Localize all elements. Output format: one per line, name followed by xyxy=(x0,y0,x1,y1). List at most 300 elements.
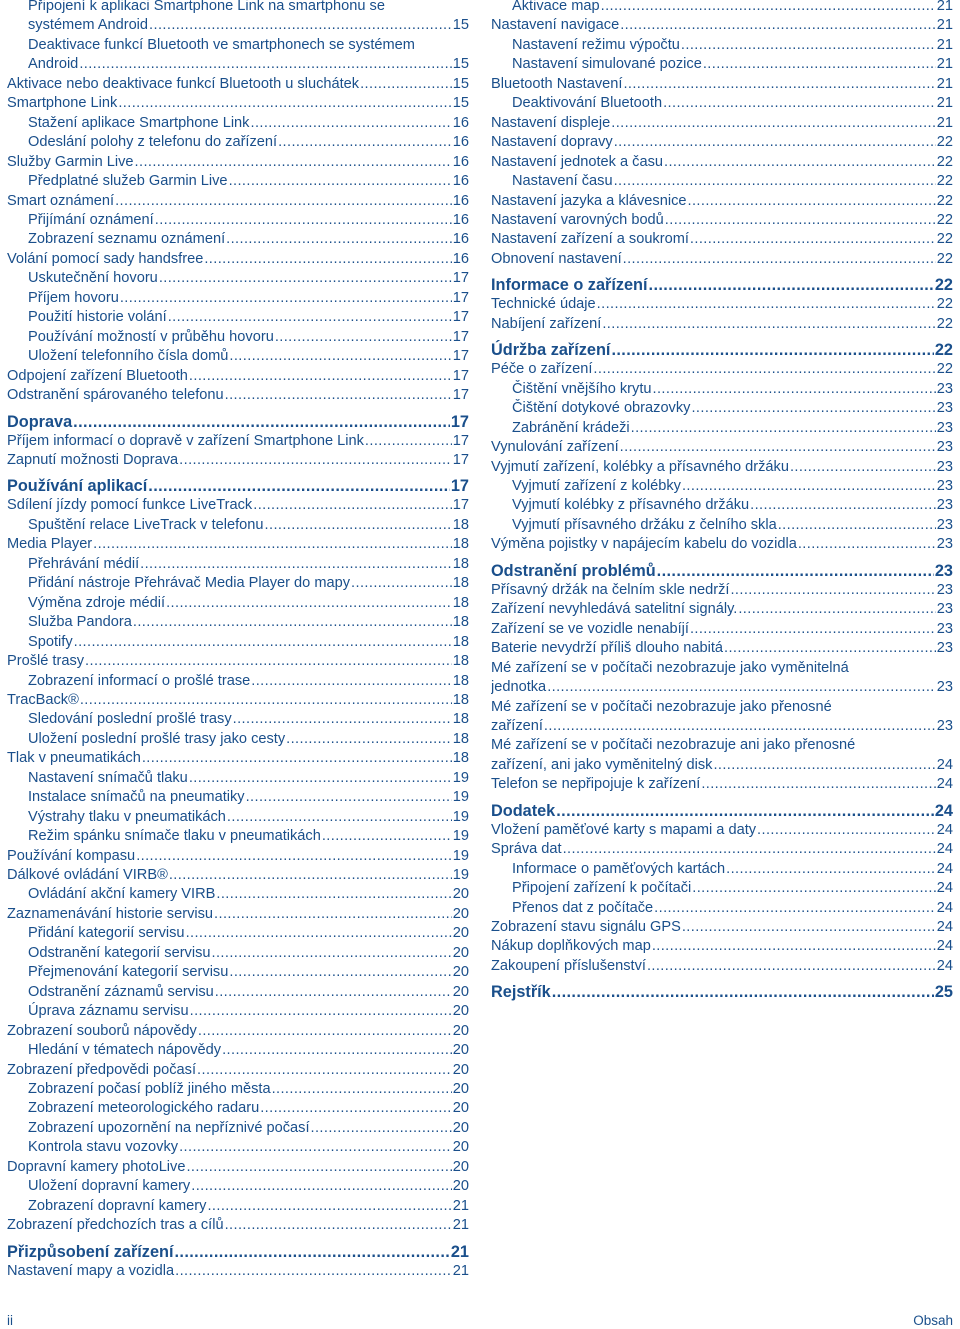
toc-entry[interactable] xyxy=(491,75,953,94)
toc-entry[interactable] xyxy=(7,535,469,554)
toc-subentry[interactable] xyxy=(7,983,469,1002)
toc-leader-dots xyxy=(649,275,934,295)
toc-page-number: 16 xyxy=(452,134,469,151)
toc-entry-title: Používání možností v průběhu hovoru xyxy=(28,328,274,345)
toc-leader-dots xyxy=(563,840,936,859)
toc-leader-dots xyxy=(750,496,936,515)
toc-entry[interactable] xyxy=(7,432,469,451)
toc-leader-dots xyxy=(85,652,452,671)
toc-subentry[interactable] xyxy=(7,289,469,308)
toc-page-number: 16 xyxy=(452,153,469,170)
toc-heading[interactable] xyxy=(491,982,953,1002)
toc-subentry[interactable] xyxy=(7,1080,469,1099)
toc-entry-title: Telefon se nepřipojuje k zařízení xyxy=(491,776,701,793)
toc-entry[interactable] xyxy=(7,652,469,671)
toc-heading[interactable] xyxy=(491,801,953,821)
toc-entry[interactable] xyxy=(7,905,469,924)
toc-entry-title: TracBack® xyxy=(7,691,79,708)
toc-entry-title: Nastavení varovných bodů xyxy=(491,211,664,228)
toc-subentry[interactable] xyxy=(7,36,469,75)
toc-entry[interactable] xyxy=(491,736,953,775)
toc-subentry[interactable] xyxy=(491,380,953,399)
toc-page-number: 18 xyxy=(452,672,469,689)
toc-entry[interactable] xyxy=(491,16,953,35)
toc-entry-title: Aktivace map xyxy=(512,0,600,14)
toc-entry[interactable] xyxy=(491,957,953,976)
toc-entry-title: Přidání kategorií servisu xyxy=(28,925,185,942)
toc-heading[interactable] xyxy=(7,1242,469,1262)
toc-entry-title: Nastavení času xyxy=(512,173,613,190)
toc-heading[interactable] xyxy=(491,275,953,295)
toc-page-number: 17 xyxy=(452,497,469,514)
toc-entry[interactable] xyxy=(7,1158,469,1177)
toc-leader-dots xyxy=(140,555,452,574)
toc-entry-title: Zobrazení předchozích tras a cílů xyxy=(7,1217,224,1234)
toc-leader-dots xyxy=(179,451,452,470)
toc-leader-dots xyxy=(611,114,936,133)
toc-subentry[interactable] xyxy=(7,1002,469,1021)
toc-entry-title: Mé zařízení se v počítači nezobrazuje ani jako přenosné xyxy=(491,737,856,754)
toc-leader-dots xyxy=(360,75,452,94)
toc-page-number: 24 xyxy=(936,756,953,773)
toc-subentry[interactable] xyxy=(491,419,953,438)
toc-entry-title: Obnovení nastavení xyxy=(491,250,622,267)
toc-entry-title: Volání pomocí sady handsfree xyxy=(7,250,204,267)
toc-leader-dots xyxy=(115,192,452,211)
toc-entry-title: Mé zařízení se v počítači nezobrazuje jako vyměnitelná xyxy=(491,659,849,676)
toc-entry[interactable] xyxy=(7,1061,469,1080)
toc-page-number: 19 xyxy=(452,828,469,845)
toc-leader-dots xyxy=(186,924,452,943)
toc-entry[interactable] xyxy=(491,775,953,794)
toc-page-number: 23 xyxy=(936,439,953,456)
toc-entry-title: Přejmenování kategorií servisu xyxy=(28,964,229,981)
toc-page-number: 21 xyxy=(936,114,953,131)
toc-entry[interactable] xyxy=(491,230,953,249)
toc-entry-title: Služby Garmin Live xyxy=(7,153,134,170)
toc-entry-title: Nastavení zařízení a soukromí xyxy=(491,231,689,248)
toc-leader-dots xyxy=(148,476,450,496)
toc-page-number: 18 xyxy=(452,691,469,708)
toc-leader-dots xyxy=(691,399,935,418)
toc-entry[interactable] xyxy=(491,153,953,172)
toc-subentry[interactable] xyxy=(7,788,469,807)
toc-entry-title: Nákup doplňkových map xyxy=(491,938,651,955)
toc-entry[interactable] xyxy=(7,451,469,470)
toc-page-number: 23 xyxy=(936,620,953,637)
toc-leader-dots xyxy=(682,477,936,496)
toc-entry[interactable] xyxy=(7,1262,469,1281)
toc-subentry[interactable] xyxy=(7,230,469,249)
toc-entry-title: Zobrazení informací o prošlé trase xyxy=(28,672,251,689)
toc-leader-dots xyxy=(757,821,936,840)
toc-page-number: 21 xyxy=(936,17,953,34)
toc-page-number: 18 xyxy=(452,516,469,533)
toc-entry[interactable] xyxy=(7,250,469,269)
toc-subentry[interactable] xyxy=(7,963,469,982)
toc-entry[interactable] xyxy=(491,821,953,840)
toc-subentry[interactable] xyxy=(491,879,953,898)
toc-subentry[interactable] xyxy=(7,308,469,327)
toc-page-number: 17 xyxy=(452,367,469,384)
toc-leader-dots xyxy=(681,36,936,55)
toc-page-number: 20 xyxy=(452,1042,469,1059)
toc-entry[interactable] xyxy=(491,535,953,554)
toc-page-number: 23 xyxy=(936,497,953,514)
toc-leader-dots xyxy=(207,1197,451,1216)
toc-subentry[interactable] xyxy=(7,172,469,191)
toc-entry-title: Dodatek xyxy=(491,801,556,820)
toc-page-number: 20 xyxy=(452,1081,469,1098)
toc-leader-dots xyxy=(73,412,450,432)
toc-leader-dots xyxy=(226,230,452,249)
toc-subentry[interactable] xyxy=(7,594,469,613)
toc-page-number: 17 xyxy=(452,432,469,449)
toc-page-number: 23 xyxy=(936,581,953,598)
toc-leader-dots xyxy=(222,1041,452,1060)
toc-entry-title: Výměna pojistky v napájecím kabelu do vozidla xyxy=(491,536,797,553)
toc-entry[interactable] xyxy=(7,847,469,866)
toc-leader-dots xyxy=(169,866,452,885)
toc-leader-dots xyxy=(142,749,452,768)
toc-leader-dots xyxy=(225,386,452,405)
toc-leader-dots xyxy=(730,581,935,600)
toc-entry-title: Čištění vnějšího krytu xyxy=(512,380,652,397)
toc-subentry[interactable] xyxy=(7,347,469,366)
toc-entry-title: Vyjmutí zařízení, kolébky a přísavného držáku xyxy=(491,458,789,475)
toc-entry-title: Správa dat xyxy=(491,841,562,858)
toc-page-number: 18 xyxy=(452,614,469,631)
toc-entry-title: Příjem hovoru xyxy=(28,289,119,306)
toc-page-number: 23 xyxy=(936,679,953,696)
toc-subentry[interactable] xyxy=(7,1197,469,1216)
toc-leader-dots xyxy=(197,1061,452,1080)
toc-entry[interactable] xyxy=(491,581,953,600)
toc-page-number: 22 xyxy=(936,361,953,378)
toc-leader-dots xyxy=(690,230,936,249)
toc-page-number: 20 xyxy=(452,1158,469,1175)
toc-entry[interactable] xyxy=(7,1216,469,1235)
toc-entry-title: Přizpůsobení zařízení xyxy=(7,1242,174,1261)
toc-entry[interactable] xyxy=(7,749,469,768)
toc-subentry[interactable] xyxy=(7,328,469,347)
toc-entry-title: Doprava xyxy=(7,412,73,431)
toc-subentry[interactable] xyxy=(7,613,469,632)
toc-entry-title: Spotify xyxy=(28,633,73,650)
toc-entry[interactable] xyxy=(491,918,953,937)
toc-entry[interactable] xyxy=(7,386,469,405)
toc-page-number: 21 xyxy=(450,1242,469,1261)
toc-leader-dots xyxy=(601,0,936,16)
toc-entry[interactable] xyxy=(7,192,469,211)
toc-entry[interactable] xyxy=(7,1022,469,1041)
toc-leader-dots xyxy=(74,633,452,652)
toc-entry[interactable] xyxy=(7,153,469,172)
toc-entry-title: Instalace snímačů na pneumatiky xyxy=(28,789,245,806)
toc-page-number: 22 xyxy=(934,341,953,360)
toc-entry-title: Nastavení jazyka a klávesnice xyxy=(491,192,687,209)
toc-entry-title: Informace o zařízení xyxy=(491,276,648,295)
toc-subentry[interactable] xyxy=(491,94,953,113)
toc-subentry[interactable] xyxy=(7,672,469,691)
toc-page-number: 17 xyxy=(452,451,469,468)
toc-entry-title: Prošlé trasy xyxy=(7,653,85,670)
toc-subentry[interactable] xyxy=(7,730,469,749)
toc-page-number: 19 xyxy=(452,789,469,806)
toc-entry-title: Sledování poslední prošlé trasy xyxy=(28,711,232,728)
toc-entry-title: Připojení k aplikaci Smartphone Link na smartphonu se xyxy=(28,0,385,14)
toc-page-number: 20 xyxy=(452,925,469,942)
toc-subentry[interactable] xyxy=(491,899,953,918)
toc-entry-title: Tlak v pneumatikách xyxy=(7,750,141,767)
toc-subentry[interactable] xyxy=(7,769,469,788)
toc-page-number: 22 xyxy=(936,192,953,209)
toc-entry[interactable] xyxy=(7,496,469,515)
toc-leader-dots xyxy=(653,380,936,399)
toc-entry[interactable] xyxy=(491,114,953,133)
toc-entry-title: Mé zařízení se v počítači nezobrazuje jako přenosné xyxy=(491,698,832,715)
toc-subentry[interactable] xyxy=(491,55,953,74)
toc-entry-title: Sdílení jízdy pomocí funkce LiveTrack xyxy=(7,497,253,514)
toc-page-number: 20 xyxy=(452,944,469,961)
toc-page-number: 18 xyxy=(452,730,469,747)
toc-leader-dots xyxy=(168,308,452,327)
toc-subentry[interactable] xyxy=(491,496,953,515)
toc-leader-dots xyxy=(544,717,936,736)
toc-leader-dots xyxy=(225,1216,452,1235)
toc-entry-title: Předplatné služeb Garmin Live xyxy=(28,173,228,190)
toc-page-number: 24 xyxy=(936,957,953,974)
toc-subentry[interactable] xyxy=(7,1138,469,1157)
toc-page-number: 17 xyxy=(452,387,469,404)
toc-leader-dots xyxy=(159,269,452,288)
toc-subentry[interactable] xyxy=(7,808,469,827)
toc-page-number: 16 xyxy=(452,173,469,190)
toc-entry-title: Zobrazení stavu signálu GPS xyxy=(491,919,681,936)
toc-leader-dots xyxy=(93,535,452,554)
toc-heading[interactable] xyxy=(7,412,469,432)
toc-entry-title: Smart oznámení xyxy=(7,192,115,209)
toc-entry[interactable] xyxy=(491,315,953,334)
toc-entry-title: Přidání nástroje Přehrávač Media Player do mapy xyxy=(28,575,351,592)
toc-entry-title: Odeslání polohy z telefonu do zařízení xyxy=(28,134,278,151)
toc-subentry[interactable] xyxy=(7,1177,469,1196)
toc-entry-title: Služba Pandora xyxy=(28,614,132,631)
toc-subentry[interactable] xyxy=(7,885,469,904)
toc-entry-title: Výstrahy tlaku v pneumatikách xyxy=(28,808,226,825)
toc-entry[interactable] xyxy=(491,620,953,639)
toc-entry[interactable] xyxy=(491,211,953,230)
toc-entry[interactable] xyxy=(491,133,953,152)
toc-leader-dots xyxy=(229,963,451,982)
toc-leader-dots xyxy=(166,594,452,613)
toc-page-number: 25 xyxy=(934,983,953,1002)
toc-entry[interactable] xyxy=(491,458,953,477)
toc-entry-title: Rejstřík xyxy=(491,983,551,1002)
toc-subentry[interactable] xyxy=(7,269,469,288)
toc-leader-dots xyxy=(286,730,452,749)
toc-entry-title: Odstranění kategorií servisu xyxy=(28,944,211,961)
toc-page-number: 24 xyxy=(936,821,953,838)
toc-entry-title: Zařízení nevyhledává satelitní signály. xyxy=(491,601,738,618)
toc-leader-dots xyxy=(118,94,451,113)
page-number: ii xyxy=(7,1313,13,1328)
toc-entry[interactable] xyxy=(491,192,953,211)
toc-leader-dots xyxy=(189,367,452,386)
toc-page-number: 21 xyxy=(936,36,953,53)
toc-leader-dots xyxy=(611,340,933,360)
toc-page-number: 20 xyxy=(452,1022,469,1039)
toc-leader-dots xyxy=(597,295,936,314)
toc-leader-dots xyxy=(215,983,452,1002)
toc-page-number: 22 xyxy=(936,315,953,332)
toc-page-number: 23 xyxy=(936,717,953,734)
toc-leader-dots xyxy=(229,172,452,191)
toc-leader-dots xyxy=(120,289,452,308)
toc-leader-dots xyxy=(713,756,935,775)
toc-heading[interactable] xyxy=(491,340,953,360)
toc-entry-title: Nastavení navigace xyxy=(491,17,620,34)
toc-page-number: 24 xyxy=(936,919,953,936)
toc-column-right xyxy=(491,0,953,1002)
toc-subentry[interactable] xyxy=(7,633,469,652)
toc-subentry[interactable] xyxy=(7,1119,469,1138)
toc-entry-title: Nabíjení zařízení xyxy=(491,315,602,332)
toc-entry[interactable] xyxy=(7,75,469,94)
toc-entry-title: Bluetooth Nastavení xyxy=(491,75,623,92)
toc-page-number: 21 xyxy=(936,75,953,92)
toc-entry-title: Přehrávání médií xyxy=(28,555,140,572)
toc-page-number: 23 xyxy=(936,536,953,553)
toc-entry[interactable] xyxy=(7,94,469,113)
toc-leader-dots xyxy=(278,133,452,152)
toc-entry[interactable] xyxy=(7,367,469,386)
toc-subentry[interactable] xyxy=(491,516,953,535)
toc-page-number: 18 xyxy=(452,575,469,592)
toc-subentry[interactable] xyxy=(491,477,953,496)
toc-entry-title: Zapnutí možnosti Doprava xyxy=(7,451,179,468)
toc-entry-title: Nastavení režimu výpočtu xyxy=(512,36,680,53)
toc-entry-title: Zabránění krádeži xyxy=(512,419,630,436)
toc-page-number: 15 xyxy=(452,75,469,92)
toc-entry[interactable] xyxy=(491,438,953,457)
toc-leader-dots xyxy=(631,419,936,438)
toc-page-number: 24 xyxy=(936,880,953,897)
toc-entry-title: Hledání v tématech nápovědy xyxy=(28,1042,222,1059)
toc-leader-dots xyxy=(652,937,936,956)
toc-heading[interactable] xyxy=(7,476,469,496)
toc-subentry[interactable] xyxy=(7,710,469,729)
toc-page-number: 22 xyxy=(934,276,953,295)
toc-subentry[interactable] xyxy=(7,1099,469,1118)
toc-leader-dots xyxy=(726,860,936,879)
toc-page-number: 17 xyxy=(450,412,469,431)
toc-subentry[interactable] xyxy=(7,114,469,133)
toc-subentry[interactable] xyxy=(7,944,469,963)
toc-entry[interactable] xyxy=(7,691,469,710)
toc-entry-title: Nastavení mapy a vozidla xyxy=(7,1262,175,1279)
toc-entry-title: Péče o zařízení xyxy=(491,361,593,378)
toc-page-number: 23 xyxy=(936,640,953,657)
toc-page-number: 15 xyxy=(452,95,469,112)
toc-leader-dots xyxy=(556,801,934,821)
toc-page-number: 16 xyxy=(452,250,469,267)
toc-leader-dots xyxy=(179,1138,452,1157)
toc-entry[interactable] xyxy=(491,659,953,698)
toc-page-number: 19 xyxy=(452,769,469,786)
toc-leader-dots xyxy=(614,172,936,191)
toc-entry-title: Údržba zařízení xyxy=(491,341,611,360)
toc-entry[interactable] xyxy=(491,937,953,956)
toc-page-number: 21 xyxy=(936,95,953,112)
toc-subentry[interactable] xyxy=(7,133,469,152)
toc-heading[interactable] xyxy=(491,561,953,581)
toc-page-number: 16 xyxy=(452,192,469,209)
toc-leader-dots xyxy=(191,1177,452,1196)
toc-leader-dots xyxy=(703,55,936,74)
toc-entry-title: Vyjmutí zařízení z kolébky xyxy=(512,477,681,494)
toc-page-number: 15 xyxy=(452,17,469,34)
toc-leader-dots xyxy=(229,347,451,366)
toc-leader-dots xyxy=(79,55,451,74)
toc-page-number: 23 xyxy=(936,601,953,618)
toc-subentry[interactable] xyxy=(491,172,953,191)
toc-entry-title: Uložení telefonního čísla domů xyxy=(28,348,229,365)
toc-leader-dots xyxy=(155,211,452,230)
toc-subentry[interactable] xyxy=(7,574,469,593)
toc-page-number: 18 xyxy=(452,711,469,728)
toc-subentry[interactable] xyxy=(7,555,469,574)
toc-entry-title: Zobrazení dopravní kamery xyxy=(28,1197,207,1214)
toc-entry-title: Odpojení zařízení Bluetooth xyxy=(7,367,188,384)
toc-subentry[interactable] xyxy=(491,860,953,879)
toc-entry[interactable] xyxy=(491,698,953,737)
toc-subentry[interactable] xyxy=(491,36,953,55)
toc-page-number: 17 xyxy=(452,289,469,306)
toc-entry-title: Režim spánku snímače tlaku v pneumatikách xyxy=(28,828,321,845)
toc-subentry[interactable] xyxy=(491,0,953,16)
toc-subentry[interactable] xyxy=(7,924,469,943)
toc-entry[interactable] xyxy=(491,360,953,379)
toc-entry[interactable] xyxy=(491,840,953,859)
toc-entry-title: Výměna zdroje médií xyxy=(28,594,166,611)
toc-leader-dots xyxy=(175,1262,452,1281)
toc-leader-dots xyxy=(246,788,452,807)
toc-subentry[interactable] xyxy=(7,0,469,36)
toc-entry-title: Připojení zařízení k počítači xyxy=(512,880,692,897)
toc-leader-dots xyxy=(664,153,936,172)
toc-subentry[interactable] xyxy=(7,827,469,846)
toc-subentry[interactable] xyxy=(7,516,469,535)
toc-column-left xyxy=(7,0,469,1281)
toc-entry[interactable] xyxy=(491,295,953,314)
toc-entry-title: Nastavení simulované pozice xyxy=(512,56,702,73)
toc-entry[interactable] xyxy=(491,639,953,658)
toc-subentry[interactable] xyxy=(7,1041,469,1060)
toc-entry[interactable] xyxy=(491,600,953,619)
toc-entry[interactable] xyxy=(7,866,469,885)
toc-subentry[interactable] xyxy=(7,211,469,230)
toc-entry-title: Uložení poslední prošlé trasy jako cesty xyxy=(28,730,286,747)
toc-leader-dots xyxy=(250,114,451,133)
toc-page-number: 23 xyxy=(936,458,953,475)
toc-subentry[interactable] xyxy=(491,399,953,418)
toc-entry[interactable] xyxy=(491,250,953,269)
toc-leader-dots xyxy=(790,458,936,477)
toc-page-number: 20 xyxy=(452,1119,469,1136)
toc-leader-dots xyxy=(260,1099,452,1118)
toc-page-number: 17 xyxy=(452,270,469,287)
